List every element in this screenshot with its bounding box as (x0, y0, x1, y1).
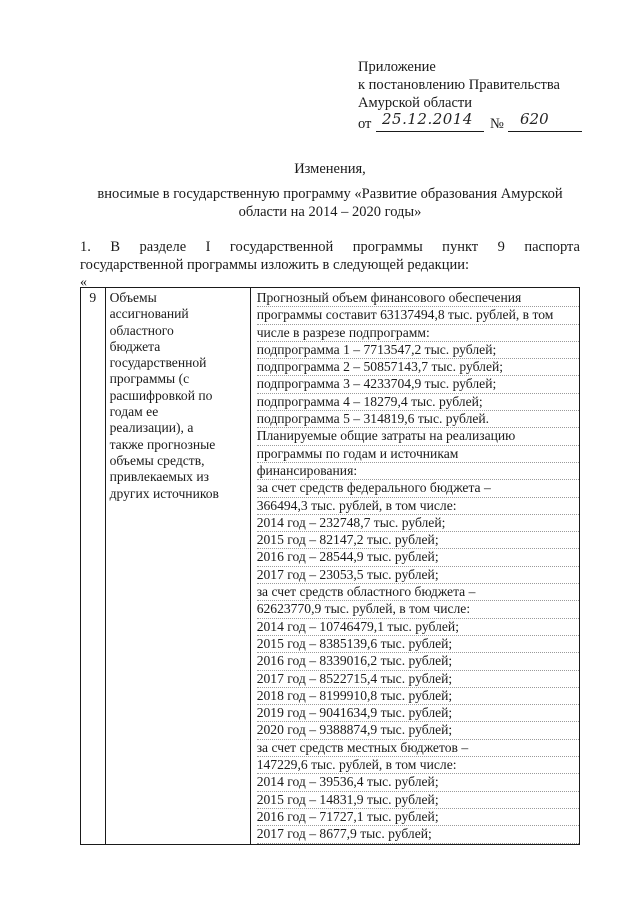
content-line: подпрограмма 5 – 314819,6 тыс. рублей. (257, 411, 579, 428)
content-line: за счет средств местных бюджетов – (257, 740, 579, 757)
content-line: 2020 год – 9388874,9 тыс. рублей; (257, 722, 579, 739)
row-content-cell (250, 288, 579, 845)
content-line: 2014 год – 232748,7 тыс. рублей; (257, 515, 579, 532)
appendix-line: Приложение (358, 59, 436, 75)
content-line: 2016 год – 71727,1 тыс. рублей; (257, 809, 579, 826)
content-line: 2017 год – 8522715,4 тыс. рублей; (257, 671, 579, 688)
content-line: 62623770,9 тыс. рублей, в том числе: (257, 601, 579, 618)
date-field (376, 110, 484, 132)
appendix-block (358, 58, 618, 133)
content-line: 2018 год – 8199910,8 тыс. рублей; (257, 688, 579, 705)
content-line: Планируемые общие затраты на реализацию (257, 428, 579, 445)
label-line: реализации), а (109, 420, 194, 436)
number-field (508, 110, 582, 132)
content-line: 2015 год – 14831,9 тыс. рублей; (257, 792, 579, 809)
document-subtitle-line: вносимые в государственную программу «Развитие образования Амурской (97, 186, 563, 202)
label-line: объемы средств, (109, 452, 205, 468)
content-line: 2015 год – 8385139,6 тыс. рублей; (257, 636, 579, 653)
content-line: за счет средств федерального бюджета – (257, 480, 579, 497)
content-line: подпрограмма 3 – 4233704,9 тыс. рублей; (257, 376, 579, 393)
label-line: Объемы (109, 290, 157, 305)
passport-table (80, 287, 580, 845)
content-line: числе в разрезе подпрограмм: (257, 325, 579, 342)
number-handwritten: 620 (520, 110, 549, 128)
label-line: бюджета (109, 338, 161, 354)
open-quote: « (80, 275, 87, 290)
row-number: 9 (81, 288, 106, 845)
content-line: 2016 год – 28544,9 тыс. рублей; (257, 549, 579, 566)
content-line: 366494,3 тыс. рублей, в том числе: (257, 498, 579, 515)
content-line: 147229,6 тыс. рублей, в том числе: (257, 757, 579, 774)
content-line: программы составит 63137494,8 тыс. рублей, в том (257, 307, 579, 324)
content-line: подпрограмма 1 – 7713547,2 тыс. рублей; (257, 342, 579, 359)
appendix-line: Амурской области (358, 95, 472, 111)
content-line: 2014 год – 39536,4 тыс. рублей; (257, 774, 579, 791)
label-line: программы (с (109, 371, 190, 387)
label-line: ассигнований (109, 306, 189, 322)
content-line: 2017 год – 8677,9 тыс. рублей; (257, 826, 579, 843)
content-line: 2019 год – 9041634,9 тыс. рублей; (257, 705, 579, 722)
date-label: от (358, 116, 372, 132)
intro-paragraph-line: государственной программы изложить в следующей редакции: (80, 257, 470, 273)
table-row (81, 288, 580, 845)
content-line: программы по годам и источникам (257, 446, 579, 463)
document-subtitle-line: области на 2014 – 2020 годы» (238, 204, 422, 220)
number-label: № (490, 116, 504, 132)
content-line: Прогнозный объем финансового обеспечения (257, 290, 579, 307)
content-line: 2015 год – 82147,2 тыс. рублей; (257, 532, 579, 549)
intro-paragraph-line: 1. В разделе I государственной программы пункт 9 паспорта (80, 239, 580, 255)
appendix-line: к постановлению Правительства (358, 77, 560, 93)
content-line: 2016 год – 8339016,2 тыс. рублей; (257, 653, 579, 670)
label-line: привлекаемых из (109, 469, 210, 485)
content-line: за счет средств областного бюджета – (257, 584, 579, 601)
label-line: также прогнозные (109, 436, 216, 452)
content-line: 2014 год – 10746479,1 тыс. рублей; (257, 619, 579, 636)
row-label-cell (105, 288, 250, 845)
content-line: подпрограмма 4 – 18279,4 тыс. рублей; (257, 394, 579, 411)
label-line: других источников (109, 485, 219, 501)
content-line: 2017 год – 23053,5 тыс. рублей; (257, 567, 579, 584)
label-line: годам ее (109, 404, 159, 420)
content-line: финансирования: (257, 463, 579, 480)
label-line: расшифровкой по (109, 387, 213, 403)
label-line: областного (109, 322, 174, 338)
content-line: подпрограмма 2 – 50857143,7 тыс. рублей; (257, 359, 579, 376)
label-line: государственной (109, 355, 207, 371)
date-number-row (358, 110, 618, 133)
document-title: Изменения, (294, 161, 366, 177)
date-handwritten: 25.12.2014 (382, 110, 473, 128)
